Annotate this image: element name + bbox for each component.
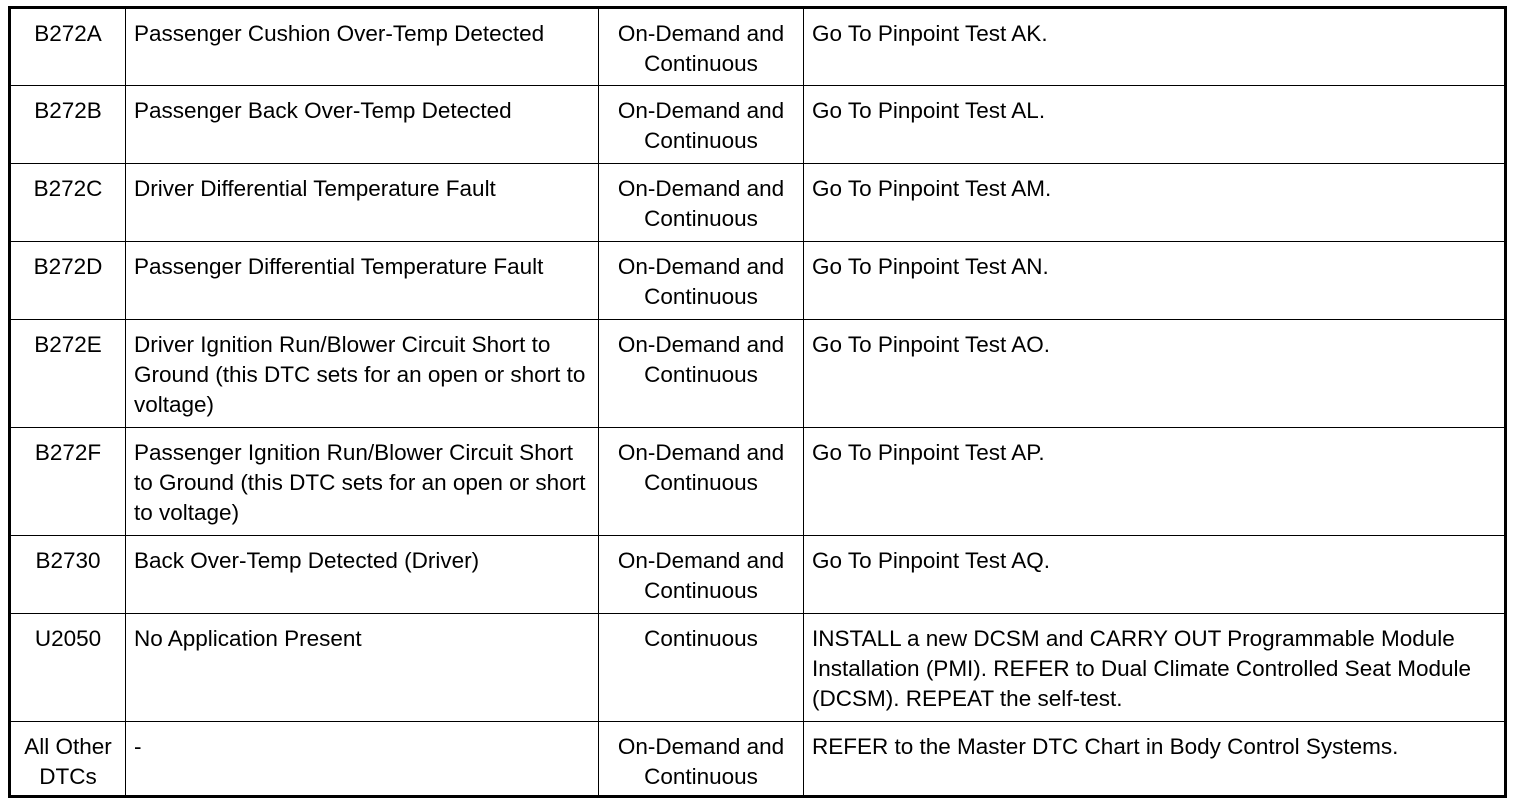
action-cell: REFER to the Master DTC Chart in Body Control Systems. <box>804 722 1506 797</box>
table-row <box>10 164 1506 242</box>
dtc-table <box>8 6 1507 798</box>
dtc-description-cell: Driver Differential Temperature Fault <box>126 164 599 242</box>
action-cell: Go To Pinpoint Test AP. <box>804 428 1506 536</box>
table-row <box>10 320 1506 428</box>
dtc-code-cell: B272B <box>10 86 126 164</box>
table-row <box>10 428 1506 536</box>
test-condition-cell: On-Demand and Continuous <box>599 86 804 164</box>
dtc-code-cell: B2730 <box>10 536 126 614</box>
dtc-code-cell: B272E <box>10 320 126 428</box>
test-condition-cell: Continuous <box>599 614 804 722</box>
table-row <box>10 8 1506 86</box>
dtc-code-cell: B272F <box>10 428 126 536</box>
test-condition-cell: On-Demand and Continuous <box>599 320 804 428</box>
table-row <box>10 86 1506 164</box>
dtc-code-cell: B272D <box>10 242 126 320</box>
test-condition-cell: On-Demand and Continuous <box>599 428 804 536</box>
table-row <box>10 722 1506 797</box>
action-cell: Go To Pinpoint Test AQ. <box>804 536 1506 614</box>
test-condition-cell: On-Demand and Continuous <box>599 242 804 320</box>
dtc-code-cell: B272C <box>10 164 126 242</box>
table-row <box>10 614 1506 722</box>
table-row <box>10 536 1506 614</box>
action-cell: Go To Pinpoint Test AM. <box>804 164 1506 242</box>
dtc-description-cell: Passenger Back Over-Temp Detected <box>126 86 599 164</box>
test-condition-cell: On-Demand and Continuous <box>599 164 804 242</box>
test-condition-cell: On-Demand and Continuous <box>599 536 804 614</box>
test-condition-cell: On-Demand and Continuous <box>599 8 804 86</box>
dtc-code-cell: All Other DTCs <box>10 722 126 797</box>
dtc-description-cell: - <box>126 722 599 797</box>
test-condition-cell: On-Demand and Continuous <box>599 722 804 797</box>
action-cell: Go To Pinpoint Test AO. <box>804 320 1506 428</box>
action-cell: Go To Pinpoint Test AL. <box>804 86 1506 164</box>
dtc-description-cell: Passenger Cushion Over-Temp Detected <box>126 8 599 86</box>
dtc-description-cell: Passenger Differential Temperature Fault <box>126 242 599 320</box>
action-cell: INSTALL a new DCSM and CARRY OUT Programmable Module Installation (PMI). REFER to Dual Climate Controlled Seat Module (DCSM). REPEAT the self-test. <box>804 614 1506 722</box>
table-row <box>10 242 1506 320</box>
dtc-description-cell: Driver Ignition Run/Blower Circuit Short to Ground (this DTC sets for an open or short to voltage) <box>126 320 599 428</box>
action-cell: Go To Pinpoint Test AN. <box>804 242 1506 320</box>
dtc-description-cell: No Application Present <box>126 614 599 722</box>
dtc-description-cell: Passenger Ignition Run/Blower Circuit Short to Ground (this DTC sets for an open or short to voltage) <box>126 428 599 536</box>
dtc-code-cell: U2050 <box>10 614 126 722</box>
dtc-description-cell: Back Over-Temp Detected (Driver) <box>126 536 599 614</box>
dtc-code-cell: B272A <box>10 8 126 86</box>
action-cell: Go To Pinpoint Test AK. <box>804 8 1506 86</box>
